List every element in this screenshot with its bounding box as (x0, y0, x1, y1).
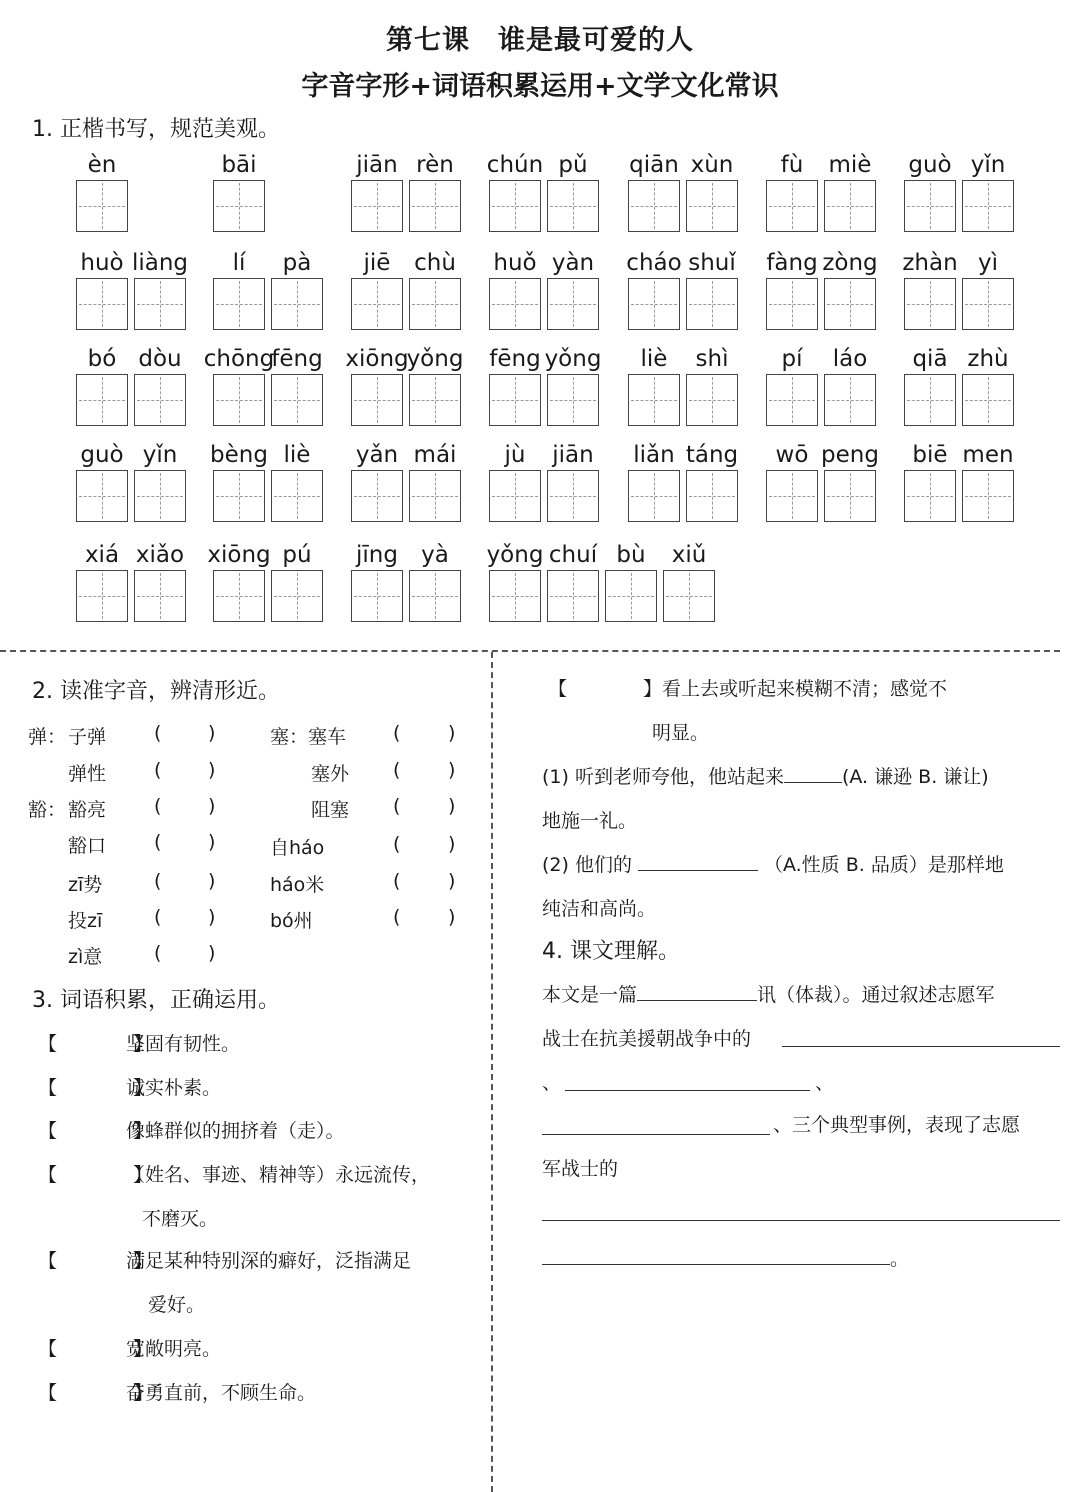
word-row (0, 150, 1080, 240)
section4-text: 本文是一篇 (542, 984, 638, 1006)
tianzi-box[interactable] (904, 180, 956, 232)
question-1-text: (1) 听到老师夸他，他站起来 (542, 766, 784, 788)
tianzi-box[interactable] (134, 570, 186, 622)
paren-open[interactable]: ( (393, 795, 401, 817)
tianzi-box[interactable] (351, 470, 403, 522)
pinyin-label: chún (486, 152, 544, 178)
pinyin-label: liǎn (633, 442, 675, 468)
tianzi-box[interactable] (489, 278, 541, 330)
paren-close[interactable]: ) (448, 833, 456, 855)
paren-open[interactable]: ( (393, 870, 401, 892)
pinyin-label: fù (780, 152, 804, 178)
pinyin-label: men (962, 442, 1014, 468)
vocab-definition: 宽敞明亮。 (126, 1338, 222, 1360)
pinyin-label: huò (80, 250, 124, 276)
tianzi-box[interactable] (547, 278, 599, 330)
pinyin-label: liàng (131, 250, 189, 276)
answer-line[interactable] (542, 1134, 770, 1135)
tianzi-box[interactable] (76, 180, 128, 232)
tianzi-box[interactable] (962, 180, 1014, 232)
pinyin-label: bèng (210, 442, 268, 468)
paren-open[interactable]: ( (154, 795, 162, 817)
item-word: 豁亮 (68, 799, 107, 821)
paren-close[interactable]: ) (208, 870, 216, 892)
pinyin-label: pà (282, 250, 312, 276)
vocab-bracket[interactable]: 【 】 (38, 1033, 153, 1055)
item-prefix: 豁： (28, 799, 67, 821)
pinyin-label: yǒng (406, 346, 464, 372)
pinyin-label: yǎn (355, 442, 399, 468)
pinyin-label: shuǐ (688, 250, 736, 276)
tianzi-box[interactable] (271, 470, 323, 522)
tianzi-box[interactable] (271, 374, 323, 426)
vocab-bracket[interactable]: 【 】 (38, 1120, 153, 1142)
tianzi-box[interactable] (686, 278, 738, 330)
paren-open[interactable]: ( (154, 759, 162, 781)
pinyin-label: lí (232, 250, 246, 276)
pinyin-label: èn (87, 152, 117, 178)
tianzi-box[interactable] (628, 278, 680, 330)
pinyin-label: yǐn (970, 152, 1006, 178)
pronunciation-item (28, 906, 102, 933)
pinyin-label: bāi (221, 152, 257, 178)
pronunciation-item (311, 795, 349, 822)
section4-line4: 、三个典型事例，表现了志愿 (773, 1114, 1021, 1136)
paren-open[interactable]: ( (154, 906, 162, 928)
paren-open[interactable]: ( (393, 906, 401, 928)
tianzi-box[interactable] (663, 570, 715, 622)
pinyin-label: zhù (967, 346, 1009, 372)
question-2-options: （A.性质 B. 品质）是那样地 (763, 854, 1004, 876)
item-word: 自háo (270, 837, 325, 859)
section4-line5: 军战士的 (542, 1158, 619, 1180)
tianzi-box[interactable] (76, 570, 128, 622)
paren-close[interactable]: ) (208, 831, 216, 853)
pinyin-label: pǔ (558, 152, 588, 178)
tianzi-box[interactable] (628, 470, 680, 522)
item-word: 塞车 (308, 726, 347, 748)
tianzi-box[interactable] (904, 470, 956, 522)
vocab-definition: 像蜂群似的拥挤着（走）。 (126, 1120, 345, 1142)
pinyin-label: cháo (626, 250, 682, 276)
item-word: 投zī (68, 910, 103, 932)
tianzi-box[interactable] (271, 570, 323, 622)
pinyin-label: xùn (690, 152, 734, 178)
pronunciation-item (270, 870, 324, 897)
tianzi-box[interactable] (271, 278, 323, 330)
paren-open[interactable]: ( (393, 722, 401, 744)
paren-open[interactable]: ( (393, 833, 401, 855)
pinyin-label: láo (832, 346, 868, 372)
pinyin-label: dòu (138, 346, 182, 372)
item-word: 塞外 (311, 763, 350, 785)
pinyin-label: jù (504, 442, 526, 468)
tianzi-box[interactable] (134, 470, 186, 522)
tianzi-box[interactable] (766, 470, 818, 522)
item-word: 弹性 (68, 763, 107, 785)
pinyin-label: rèn (416, 152, 454, 178)
pinyin-label: qiān (629, 152, 679, 178)
pinyin-label: guò (908, 152, 952, 178)
tianzi-box[interactable] (686, 470, 738, 522)
pinyin-label: guò (80, 442, 124, 468)
pinyin-label: liè (640, 346, 668, 372)
pinyin-label: liè (283, 442, 311, 468)
pinyin-label: wō (775, 442, 809, 468)
tianzi-box[interactable] (213, 180, 265, 232)
word-row (0, 440, 1080, 530)
tianzi-box[interactable] (76, 470, 128, 522)
tianzi-box[interactable] (351, 570, 403, 622)
vocab-bracket[interactable]: 【 】 (38, 1382, 153, 1404)
pinyin-label: yàn (551, 250, 595, 276)
section4-line1 (542, 980, 995, 1007)
tianzi-box[interactable] (824, 278, 876, 330)
vocab-bracket[interactable]: 【 】 (38, 1164, 153, 1186)
item-word: 豁口 (68, 835, 107, 857)
pinyin-label: táng (685, 442, 739, 468)
pinyin-label: jīng (356, 542, 398, 568)
tianzi-box[interactable] (213, 570, 265, 622)
pronunciation-item (28, 831, 106, 858)
pronunciation-item (28, 870, 102, 897)
vocab-definition: 诚实朴素。 (126, 1077, 222, 1099)
pinyin-label: zhàn (902, 250, 958, 276)
pronunciation-item (270, 906, 313, 933)
pinyin-label: yǒng (486, 542, 544, 568)
item-prefix: 塞： (270, 726, 309, 748)
pinyin-label: bó (87, 346, 117, 372)
section1-heading: 1. 正楷书写，规范美观。 (32, 117, 280, 142)
pinyin-label: shì (695, 346, 729, 372)
pronunciation-item (28, 795, 106, 822)
question-2-line1 (542, 850, 1004, 877)
tianzi-box[interactable] (489, 180, 541, 232)
answer-line[interactable] (542, 1264, 890, 1265)
paren-close[interactable]: ) (448, 870, 456, 892)
tianzi-box[interactable] (489, 470, 541, 522)
pinyin-label: jiān (356, 152, 398, 178)
question-2-line2: 纯洁和高尚。 (542, 898, 657, 920)
section4-end: 。 (890, 1248, 910, 1270)
paren-close[interactable]: ) (208, 906, 216, 928)
section4-line3-sep-a: 、 (542, 1072, 562, 1094)
tianzi-box[interactable] (409, 374, 461, 426)
paren-open[interactable]: ( (154, 870, 162, 892)
pronunciation-item (28, 759, 106, 786)
pinyin-label: fēng (489, 346, 541, 372)
vertical-divider (491, 652, 493, 1492)
pinyin-label: yǐn (142, 442, 178, 468)
tianzi-box[interactable] (628, 374, 680, 426)
answer-blank[interactable] (638, 852, 758, 871)
vocab-bracket[interactable]: 【 】 (38, 1338, 153, 1360)
answer-blank[interactable] (637, 982, 757, 1001)
tianzi-box[interactable] (605, 570, 657, 622)
item-word: háo米 (270, 874, 325, 896)
tianzi-box[interactable] (134, 374, 186, 426)
pinyin-label: yǒng (544, 346, 602, 372)
pronunciation-item (270, 722, 346, 749)
pinyin-label: xiǎo (135, 542, 185, 568)
tianzi-box[interactable] (489, 570, 541, 622)
pinyin-label: biē (912, 442, 948, 468)
tianzi-box[interactable] (824, 180, 876, 232)
tianzi-box[interactable] (213, 470, 265, 522)
pronunciation-item (311, 759, 349, 786)
pinyin-label: xiǔ (671, 542, 707, 568)
question-2-text: (2) 他们的 (542, 854, 632, 876)
paren-close[interactable]: ) (208, 722, 216, 744)
tianzi-box[interactable] (686, 374, 738, 426)
item-prefix: 弹： (28, 726, 67, 748)
section4-line2: 战士在抗美援朝战争中的 (542, 1028, 752, 1050)
vocab-definition: （姓名、事迹、精神等）永远流传， (126, 1164, 431, 1186)
pinyin-label: chōng (203, 346, 275, 372)
section4-heading: 4. 课文理解。 (542, 939, 680, 964)
vocab-definition: 满足某种特别深的癖好，泛指满足 (126, 1250, 412, 1272)
pinyin-label: bù (616, 542, 646, 568)
answer-line[interactable] (782, 1046, 1060, 1047)
tianzi-box[interactable] (351, 278, 403, 330)
answer-blank[interactable] (784, 764, 842, 783)
question-1-line2: 地施一礼。 (542, 810, 638, 832)
word-row (0, 248, 1080, 338)
paren-open[interactable]: ( (154, 831, 162, 853)
tianzi-box[interactable] (547, 570, 599, 622)
paren-close[interactable]: ) (208, 795, 216, 817)
tianzi-box[interactable] (351, 374, 403, 426)
pinyin-label: miè (828, 152, 872, 178)
answer-line[interactable] (565, 1090, 810, 1091)
pinyin-label: mái (413, 442, 457, 468)
pinyin-label: chuí (548, 542, 598, 568)
paren-open[interactable]: ( (154, 942, 162, 964)
tianzi-box[interactable] (547, 180, 599, 232)
pinyin-label: qiā (912, 346, 948, 372)
tianzi-box[interactable] (824, 470, 876, 522)
paren-close[interactable]: ) (448, 906, 456, 928)
paren-close[interactable]: ) (448, 759, 456, 781)
pinyin-label: zòng (822, 250, 878, 276)
vocab-definition: 看上去或听起来模糊不清；感觉不 (662, 678, 948, 700)
tianzi-box[interactable] (213, 278, 265, 330)
page-subtitle: 字音字形+词语积累运用+文学文化常识 (301, 71, 779, 102)
item-word: 阻塞 (311, 799, 350, 821)
tianzi-box[interactable] (628, 180, 680, 232)
tianzi-box[interactable] (904, 374, 956, 426)
tianzi-box[interactable] (409, 570, 461, 622)
tianzi-box[interactable] (962, 374, 1014, 426)
tianzi-box[interactable] (547, 374, 599, 426)
pinyin-label: xiá (84, 542, 120, 568)
tianzi-box[interactable] (351, 180, 403, 232)
pronunciation-item (28, 722, 106, 749)
tianzi-box[interactable] (904, 278, 956, 330)
section2-heading: 2. 读准字音，辨清形近。 (32, 679, 280, 704)
vocab-bracket[interactable]: 【 】 (38, 1250, 153, 1272)
item-word: 子弹 (68, 726, 107, 748)
question-1-line1 (542, 762, 989, 789)
paren-close[interactable]: ) (448, 795, 456, 817)
section4-line3-sep-b: 、 (815, 1072, 835, 1094)
tianzi-box[interactable] (409, 278, 461, 330)
pinyin-label: fàng (766, 250, 818, 276)
pinyin-label: xiōng (345, 346, 409, 372)
horizontal-divider (0, 650, 1060, 652)
vocab-definition-cont: 不磨灭。 (142, 1208, 219, 1230)
vocab-definition: 奋勇直前，不顾生命。 (126, 1382, 317, 1404)
vocab-definition-cont: 爱好。 (148, 1294, 206, 1316)
pinyin-label: jiān (552, 442, 594, 468)
question-1-options: (A. 谦逊 B. 谦让) (841, 766, 989, 788)
paren-open[interactable]: ( (393, 759, 401, 781)
pronunciation-item (28, 942, 102, 969)
item-word: bó州 (270, 910, 313, 932)
paren-close[interactable]: ) (448, 722, 456, 744)
tianzi-box[interactable] (962, 278, 1014, 330)
tianzi-box[interactable] (76, 374, 128, 426)
item-word: zī势 (68, 874, 103, 896)
section3-heading: 3. 词语积累，正确运用。 (32, 988, 280, 1013)
vocab-definition: 坚固有韧性。 (126, 1033, 241, 1055)
answer-line[interactable] (542, 1220, 1060, 1221)
vocab-item-8-cont: 明显。 (652, 722, 710, 744)
tianzi-box[interactable] (409, 470, 461, 522)
paren-open[interactable]: ( (154, 722, 162, 744)
pinyin-label: peng (821, 442, 879, 468)
item-word: zì意 (68, 946, 103, 968)
vocab-bracket: 【 】 (548, 678, 663, 700)
paren-close[interactable]: ) (208, 942, 216, 964)
vocab-bracket[interactable]: 【 】 (38, 1077, 153, 1099)
pinyin-label: yì (977, 250, 998, 276)
tianzi-box[interactable] (134, 278, 186, 330)
pinyin-label: xiōng (207, 542, 271, 568)
pinyin-label: pí (781, 346, 803, 372)
tianzi-box[interactable] (547, 470, 599, 522)
tianzi-box[interactable] (824, 374, 876, 426)
pinyin-label: chù (414, 250, 456, 276)
tianzi-box[interactable] (686, 180, 738, 232)
tianzi-box[interactable] (213, 374, 265, 426)
pinyin-label: yà (421, 542, 449, 568)
pronunciation-item (270, 833, 324, 860)
page-title: 第七课 谁是最可爱的人 (386, 25, 694, 56)
tianzi-box[interactable] (409, 180, 461, 232)
word-row (0, 540, 1080, 630)
tianzi-box[interactable] (766, 180, 818, 232)
tianzi-box[interactable] (76, 278, 128, 330)
tianzi-box[interactable] (766, 374, 818, 426)
pinyin-label: huǒ (493, 250, 537, 276)
tianzi-box[interactable] (766, 278, 818, 330)
paren-close[interactable]: ) (208, 759, 216, 781)
vocab-item-8 (548, 674, 947, 701)
word-row (0, 344, 1080, 434)
pinyin-label: pú (282, 542, 312, 568)
pinyin-label: fēng (271, 346, 323, 372)
section4-text: 讯（体裁）。通过叙述志愿军 (757, 984, 995, 1006)
tianzi-box[interactable] (962, 470, 1014, 522)
tianzi-box[interactable] (489, 374, 541, 426)
pinyin-label: jiē (363, 250, 391, 276)
